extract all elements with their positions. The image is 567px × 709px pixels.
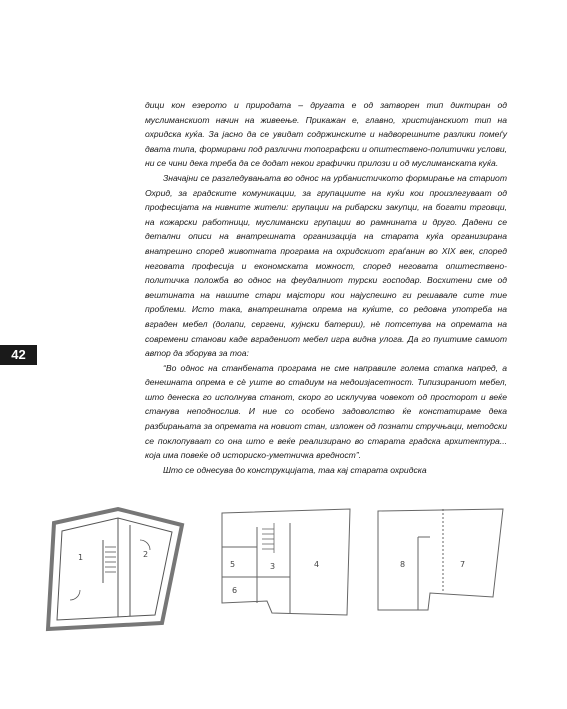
room-label: 2 (143, 550, 149, 559)
body-text (145, 98, 507, 477)
quote-paragraph: “Во однос на станбената програма не сме направиле голема стапка напред, а денешната опрема е сè уште во стадиум на недоизјасетност. Типизираниот мебел, што денеска го исполнува станот, скоро го исклучува човекот од просторот и веќе станува неподнослив. И ние со особено задоволство ќе констатираме дека разбирањата за опремата на новиот стан, изложен од познати стручњаци, методски се поклопуваат со она што е веќе реализирано во старата градска архитектура... која има повеќе од историско-уметничка вредност”. (145, 362, 507, 461)
page-number: 42 (0, 345, 37, 365)
floor-plan-1 (40, 505, 190, 635)
room-label: 6 (232, 586, 238, 595)
paragraph: дици кон езерото и природата – другата е од затворен тип диктиран од муслиманскиот начин на живеење. Прикажан е, главно, христијанскиот тип на охридска куќа. За јасно да се увидат содржинските и надворешните разлики помеѓу двата типа, формирани под различни топографски и општествено-политички услови, ни се чини дека треба да се додат некои графички прилози и од муслиманската куќа. (145, 100, 507, 169)
floor-plan-2 (212, 505, 362, 635)
room-label: 4 (314, 560, 320, 569)
room-label: 5 (230, 560, 236, 569)
floor-plan-3 (368, 505, 518, 635)
paragraph: Што се однесува до конструкцијата, таа кај старата охридска (163, 464, 427, 475)
paragraph: Значајни се разгледувањата во однос на урбанистичкото формирање на стариот Охрид, за градските комуникации, за групациите на куќи кои произлегуваат од професијата на нивните жители: групации на рибарски закупци, на богати трговци, на кожарски работници, муслимански групации во рамнината и друго. Дадени се детални описи на внатрешната организација на старата куќа организирана внатрешно според животната програма на охридскиот граѓанин во XIX век, според неговата професија и економската можност, според неговата општествено-политичка положба во однос на феудалниот турски господар. Восхитени сме од вештината на нашите стари мајстори кои најуспешно ги решавале сите тие проблеми. Исто така, внатрешната опрема на куќите, со редовна употреба на вграден мебел (долапи, сергени, кујнски батерии), нè потсетува на опремата на современи станови каде вградениот мебел игра видна улога. Да го пуштиме самиот автор да зборува за тоа: (145, 172, 507, 359)
room-label: 1 (78, 553, 84, 562)
floor-plans-figure (40, 505, 540, 640)
room-label: 3 (270, 562, 276, 571)
room-label: 8 (400, 560, 406, 569)
room-label: 7 (460, 560, 466, 569)
